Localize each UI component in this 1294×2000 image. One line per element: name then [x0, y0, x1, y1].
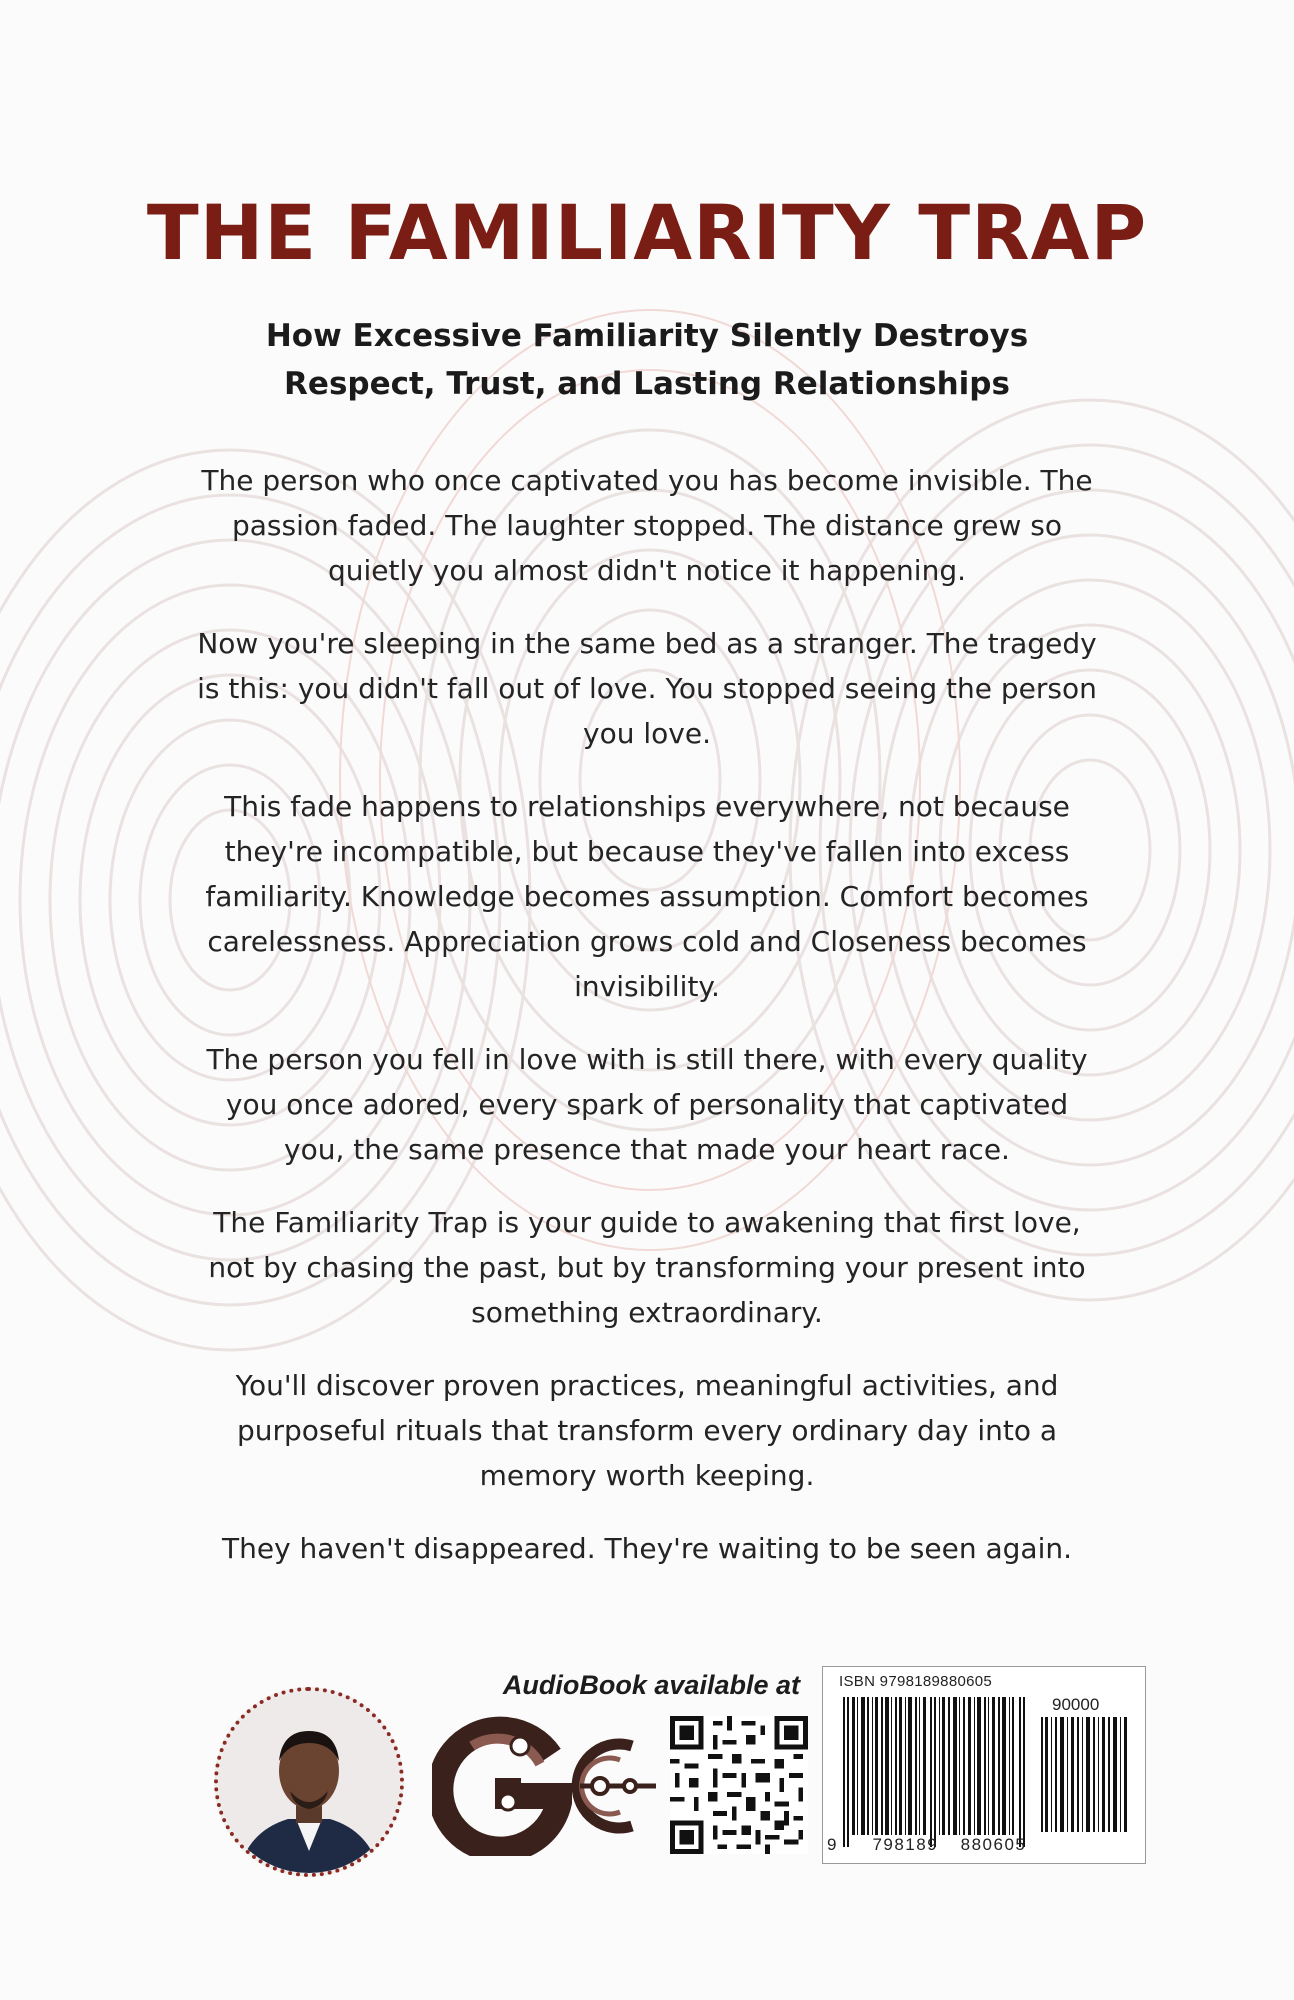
blurb-text: [195, 458, 1099, 1599]
book-subtitle: [200, 312, 1094, 408]
author-photo: [214, 1687, 404, 1877]
price-code: 90000: [1052, 1695, 1100, 1714]
isbn-lead-digit: 9: [827, 1835, 838, 1854]
isbn-barcode: [822, 1666, 1146, 1864]
audiobook-label: AudioBook available at: [502, 1670, 800, 1700]
book-title: THE FAMILIARITY TRAP: [146, 188, 1148, 277]
blurb-paragraph: The person you fell in love with is still there, with every quality you once adored, every spark of personality that captivated you, the same presence that made your heart race.: [206, 1043, 1088, 1166]
blurb-paragraph: This fade happens to relationships everywhere, not because they're incompatible, but because they've fallen into excess familiarity. Knowledge becomes assumption. Comfort becomes carelessness. Appreciation grows cold and Closeness becomes invisibility.: [205, 790, 1089, 1003]
circuit-logo-icon[interactable]: [560, 1716, 660, 1856]
subtitle-line-1: How Excessive Familiarity Silently Destroys: [265, 318, 1029, 354]
blurb-paragraph: The Familiarity Trap is your guide to awakening that first love, not by chasing the past, but by transforming your present into something extraordinary.: [208, 1206, 1086, 1329]
barcode-addon-bars: [1041, 1717, 1129, 1832]
blurb-paragraph: Now you're sleeping in the same bed as a stranger. The tragedy is this: you didn't fall out of love. You stopped seeing the person you love.: [197, 627, 1097, 750]
author-portrait-icon: [218, 1691, 400, 1873]
blurb-paragraph: They haven't disappeared. They're waiting to be seen again.: [222, 1532, 1072, 1565]
barcode-bars: [843, 1697, 1025, 1847]
isbn-digit-group-1: 798189: [872, 1835, 939, 1854]
subtitle-line-2: Respect, Trust, and Lasting Relationships: [284, 366, 1010, 402]
qr-code-icon[interactable]: [670, 1716, 808, 1854]
g-logo-icon[interactable]: [432, 1716, 572, 1856]
isbn-digits: [827, 1835, 1027, 1855]
blurb-paragraph: The person who once captivated you has become invisible. The passion faded. The laughter stopped. The distance grew so quietly you almost didn't notice it happening.: [201, 464, 1093, 587]
isbn-digit-group-2: 880605: [960, 1835, 1027, 1854]
isbn-label: ISBN 9798189880605: [839, 1673, 993, 1690]
blurb-paragraph: You'll discover proven practices, meaningful activities, and purposeful rituals that transform every ordinary day into a memory worth keeping.: [235, 1369, 1059, 1492]
